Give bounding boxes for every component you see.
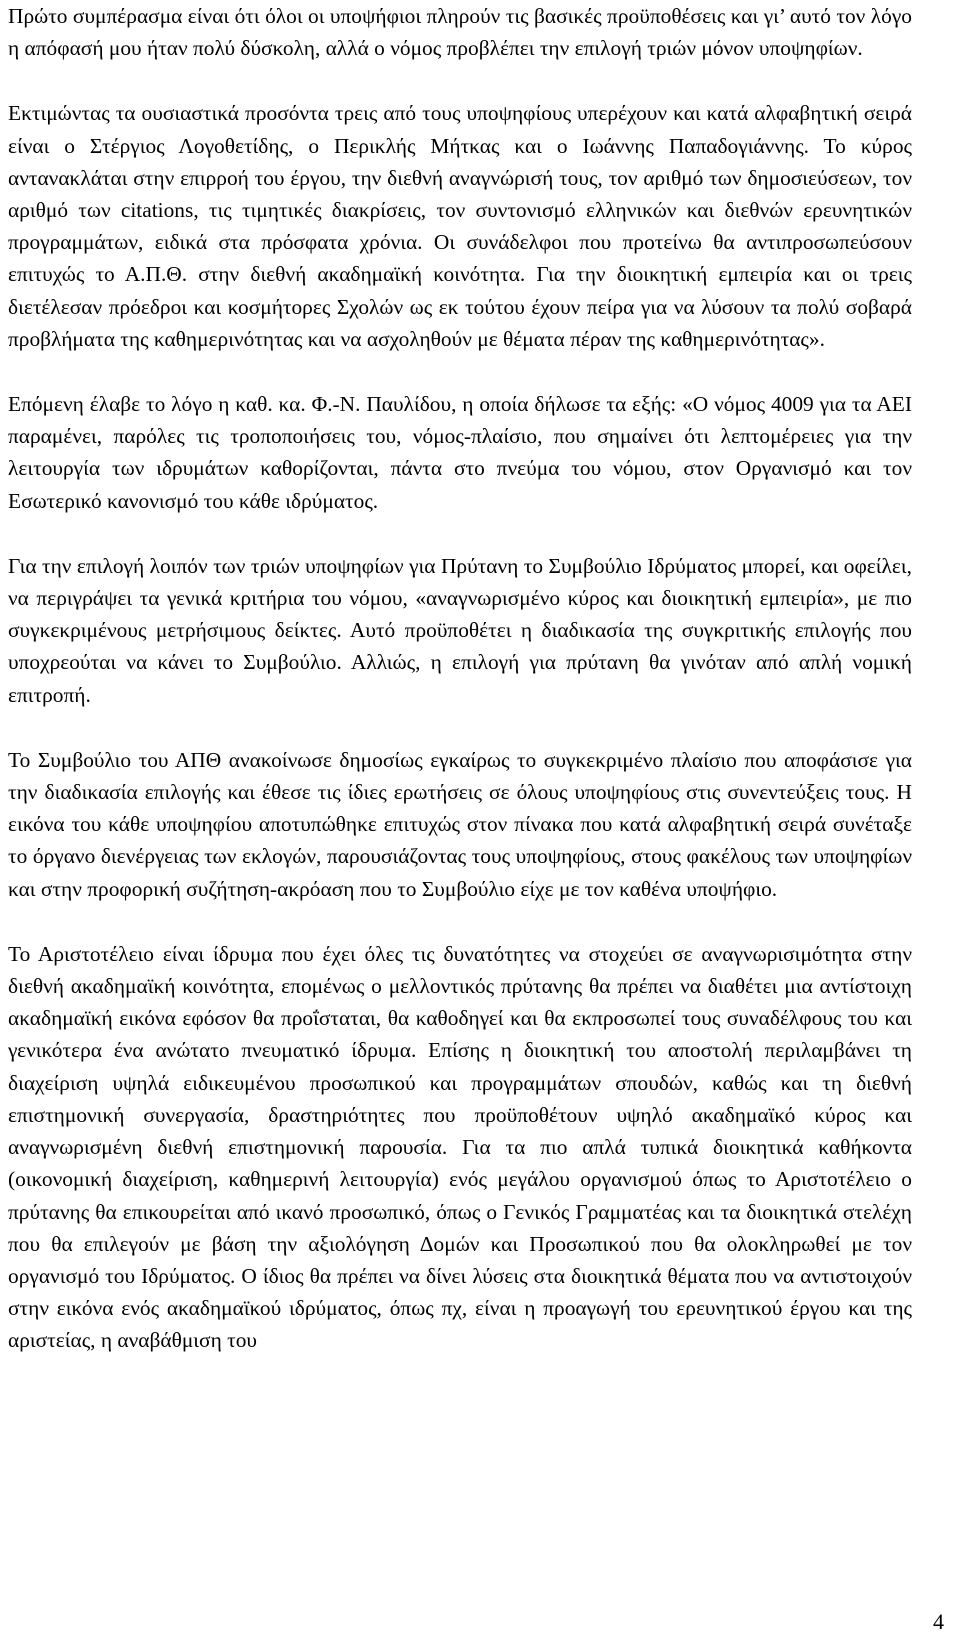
paragraph-selection-criteria: Για την επιλογή λοιπόν των τριών υποψηφίων για Πρύτανη το Συμβούλιο Ιδρύματος μπορεί, και οφείλει, να περιγράψει τα γενικά κριτήρια του νόμου, «αναγνωρισμένο κύρος και διοικητική εμπειρία», με πιο συγκεκριμένους μετρήσιμους δείκτες. Αυτό προϋποθέτει η διαδικασία της συγκριτικής επιλογής που υποχρεούται να κάνει το Συμβούλιο. Αλλιώς, η επιλογή για πρύτανη θα γινόταν από απλή νομική επιτροπή. [8,553,912,707]
paragraph-candidates-assessment: Εκτιμώντας τα ουσιαστικά προσόντα τρεις από τους υποψηφίους υπερέχουν και κατά αλφαβητική σειρά είναι ο Στέργιος Λογοθετίδης, ο Περικλής Μήτκας και ο Ιωάννης Παπαδογιάννης. Το κύρος αντανακλάται στην επιρροή του έργου, την διεθνή αναγνώρισή τους, τον αριθμό των δημοσιεύσεων, τον αριθμό των citations, τις τιμητικές διακρίσεις, τον συντονισμό ελληνικών και διεθνών ερευνητικών προγραμμάτων, ειδικά στα πρόσφατα χρόνια. Οι συνάδελφοι που προτείνω θα αντιπροσωπεύσουν επιτυχώς το Α.Π.Θ. στην διεθνή ακαδημαϊκή κοινότητα. Για την διοικητική εμπειρία και οι τρεις διετέλεσαν πρόεδροι και κοσμήτορες Σχολών ως εκ τούτου έχουν πείρα για να λύσουν τα πολύ σοβαρά προβλήματα της καθημερινότητας και να ασχοληθούν με θέματα πέραν της καθημερινότητας». [8,101,912,351]
paragraph-aristotle-university: Το Αριστοτέλειο είναι ίδρυμα που έχει όλες τις δυνατότητες να στοχεύει σε αναγνωρισιμότητα στην διεθνή ακαδημαϊκή κοινότητα, επομένως ο μελλοντικός πρύτανης θα πρέπει να διαθέτει μια αντίστοιχη ακαδημαϊκή εικόνα εφόσον θα προΐσταται, θα καθοδηγεί και θα εκπροσωπεί τους συναδέλφους του και γενικότερα ένα ανώτατο πνευματικό ίδρυμα. Επίσης η διοικητική του αποστολή περιλαμβάνει τη διαχείριση υψηλά ειδικευμένου προσωπικού και προγραμμάτων σπουδών, καθώς και τη διεθνή επιστημονική συνεργασία, δραστηριότητες που προϋποθέτουν υψηλό ακαδημαϊκό κύρος και αναγνωρισμένη διεθνή επιστημονική παρουσία. Για τα πιο απλά τυπικά διοικητικά καθήκοντα (οικονομική διαχείριση, καθημερινή λειτουργία) ενός μεγάλου οργανισμού όπως το Αριστοτέλειο ο πρύτανης θα επικουρείται από ικανό προσωπικό, όπως ο Γενικός Γραμματέας και τα διοικητικά στελέχη που θα επιλεγούν με βάση την αξιολόγηση Δομών και Προσωπικού που θα ολοκληρωθεί με τον οργανισμό του Ιδρύματος. Ο ίδιος θα πρέπει να δίνει λύσεις στα διοικητικά θέματα που να αντιστοιχούν στην εικόνα ενός ακαδημαϊκού ιδρύματος, όπως πχ, είναι η προαγωγή του ερευνητικού έργου και της αριστείας, η αναβάθμιση του [8,941,912,1353]
paragraph-council-procedure: Το Συμβούλιο του ΑΠΘ ανακοίνωσε δημοσίως εγκαίρως το συγκεκριμένο πλαίσιο που αποφάσισε για την διαδικασία επιλογής και έθεσε τις ίδιες ερωτήσεις σε όλους υποψηφίους στις συνεντεύξεις τους. Η εικόνα του κάθε υποψηφίου αποτυπώθηκε επιτυχώς στον πίνακα που κατά αλφαβητική σειρά συνέταξε το όργανο διενέργειας των εκλογών, παρουσιάζοντας τους υποψηφίους, στους φακέλους των υποψηφίων και στην προφορική συζήτηση-ακρόαση που το Συμβούλιο είχε με τον καθένα υποψήφιο. [8,747,912,901]
paragraph-pavlidou-statement: Επόμενη έλαβε το λόγο η καθ. κα. Φ.-Ν. Παυλίδου, η οποία δήλωσε τα εξής: «Ο νόμος 4009 για τα ΑΕΙ παραμένει, παρόλες τις τροποποιήσεις του, νόμος-πλαίσιο, που σημαίνει ότι λεπτομέρειες για την λειτουργία των ιδρυμάτων καθορίζονται, πάντα στο πνεύμα του νόμου, στον Οργανισμό και τον Εσωτερικό κανονισμό του κάθε ιδρύματος. [8,392,912,513]
document-page [8,0,912,1390]
page-number: 4 [933,1609,944,1634]
paragraph-conclusion: Πρώτο συμπέρασμα είναι ότι όλοι οι υποψήφιοι πληρούν τις βασικές προϋποθέσεις και γι’ αυτό τον λόγο η απόφασή μου ήταν πολύ δύσκολη, αλλά ο νόμος προβλέπει την επιλογή τριών μόνον υποψηφίων. [8,4,912,61]
